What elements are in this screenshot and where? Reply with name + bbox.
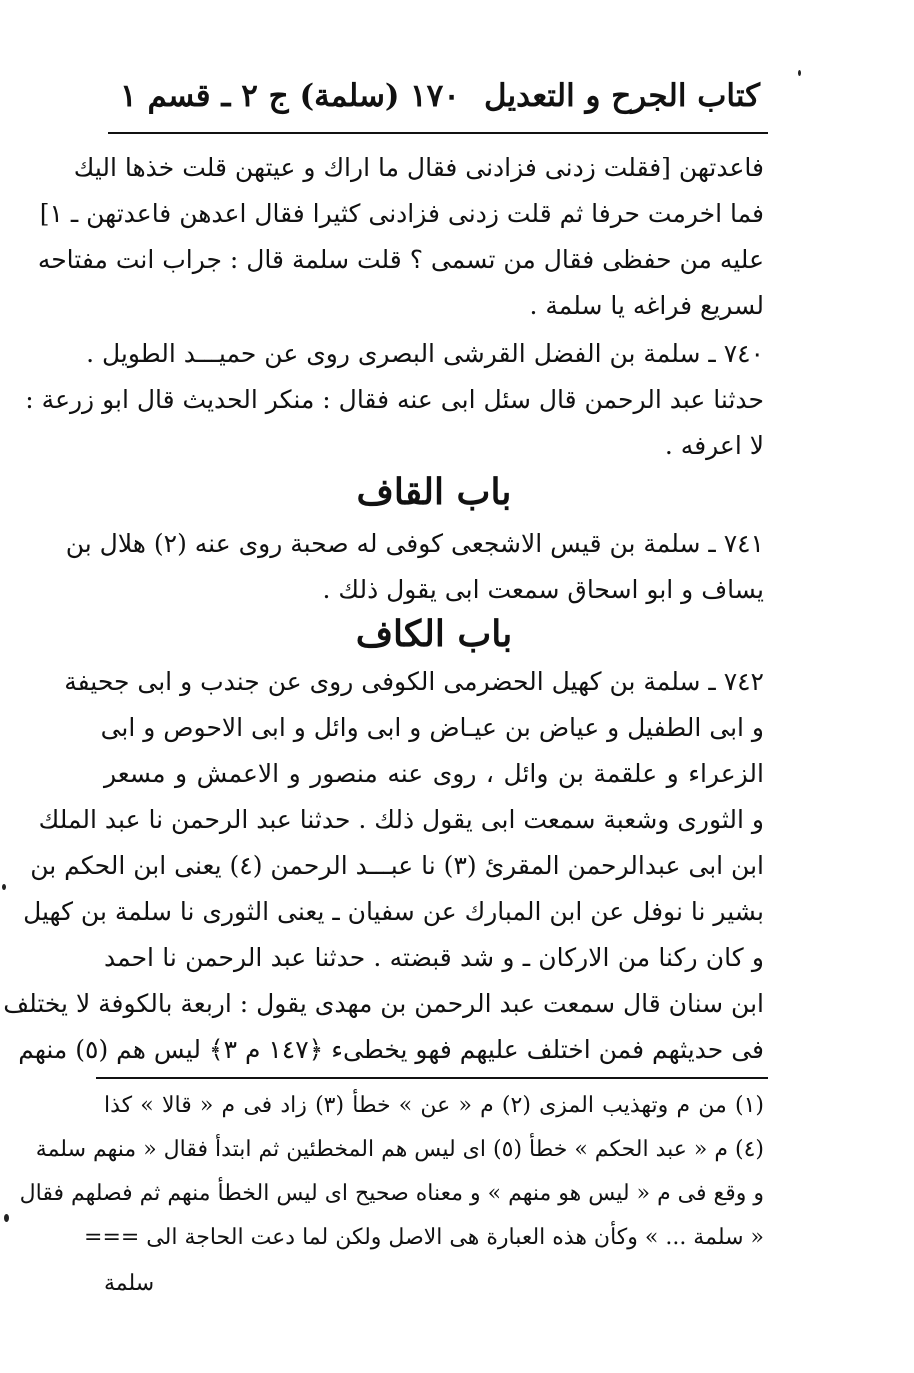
footnote-line: « سلمة ... » وكأن هذه العبارة هى الاصل ولكن لما دعت الحاجة الى === — [84, 1225, 764, 1250]
entry-740-line: لا اعرفه . — [664, 431, 764, 460]
section-heading-kaf: باب الكاف — [355, 613, 513, 655]
volume-section: (سلمة) ج ٢ ـ قسم ١ — [120, 78, 400, 114]
entry-741-line: يساف و ابو اسحاق سمعت ابى يقول ذلك . — [322, 575, 764, 604]
footnote-rule — [96, 1077, 768, 1079]
running-header — [120, 72, 760, 124]
entry-742-line: فى حديثهم فمن اختلف عليهم فهو يخطىء ﴿١٤٧ م ٣﴾ ليس هم (٥) منهم — [18, 1035, 764, 1064]
footnote-line: (١) من م وتهذيب المزى (٢) م « عن » خطأ (٣) زاد فى م « قالا » كذا — [104, 1093, 764, 1118]
header-rule — [108, 132, 768, 134]
body-line: لسريع فراغه يا سلمة . — [529, 291, 764, 320]
catchword: سلمة — [104, 1271, 155, 1296]
entry-742-line: بشير نا نوفل عن ابن المبارك عن سفيان ـ يعنى الثورى نا سلمة بن كهيل — [23, 897, 764, 926]
page-number: ١٧٠ — [410, 78, 460, 114]
entry-742-line: و الثورى وشعبة سمعت ابى يقول ذلك . حدثنا عبد الرحمن نا عبد الملك — [38, 805, 764, 834]
body-line: فما اخرمت حرفا ثم قلت زدنى فزادنى كثيرا فقال اعدهن فاعدتهن ـ ١] — [39, 199, 764, 228]
entry-740-line: ٧٤٠ ـ سلمة بن الفضل القرشى البصرى روى عن حميـــد الطويل . — [86, 339, 764, 368]
entry-742-line: ابن ابى عبدالرحمن المقرئ (٣) نا عبـــد الرحمن (٤) يعنى ابن الحكم بن — [30, 851, 764, 880]
body-line: عليه من حفظى فقال من تسمى ؟ قلت سلمة قال : جراب انت مفتاحه — [37, 245, 764, 274]
scan-speck — [798, 70, 801, 76]
entry-740-line: حدثنا عبد الرحمن قال سئل ابى عنه فقال : منكر الحديث قال ابو زرعة : — [25, 385, 764, 414]
scan-speck — [2, 884, 6, 890]
entry-742-line: و كان ركنا من الاركان ـ و شد قبضته . حدثنا عبد الرحمن نا احمد — [104, 943, 764, 972]
entry-741-line: ٧٤١ ـ سلمة بن قيس الاشجعى كوفى له صحبة روى عنه (٢) هلال بن — [65, 529, 764, 558]
entry-742-line: ٧٤٢ ـ سلمة بن كهيل الحضرمى الكوفى روى عن جندب و ابى جحيفة — [64, 667, 764, 696]
footnote-line: و وقع فى م « ليس هو منهم » و معناه صحيح اى ليس الخطأ منهم ثم فصلهم فقال — [19, 1181, 764, 1206]
body-line: فاعدتهن [فقلت زدنى فزادنى فقال ما اراك و عيتهن قلت خذها اليك — [73, 153, 764, 182]
section-heading-qaf: باب القاف — [356, 471, 512, 513]
book-title: كتاب الجرح و التعديل — [483, 78, 760, 114]
entry-742-line: الزعراء و علقمة بن وائل ، روى عنه منصور و الاعمش و مسعر — [104, 759, 764, 788]
entry-742-line: ابن سنان قال سمعت عبد الرحمن بن مهدى يقول : اربعة بالكوفة لا يختلف — [3, 989, 764, 1018]
entry-742-line: و ابى الطفيل و عياض بن عيـاض و ابى وائل و ابى الاحوص و ابى — [100, 713, 764, 742]
scan-speck — [4, 1214, 9, 1222]
footnote-line: (٤) م « عبد الحكم » خطأ (٥) اى ليس هم المخطئين ثم ابتدأ فقال « منهم سلمة — [35, 1137, 764, 1162]
